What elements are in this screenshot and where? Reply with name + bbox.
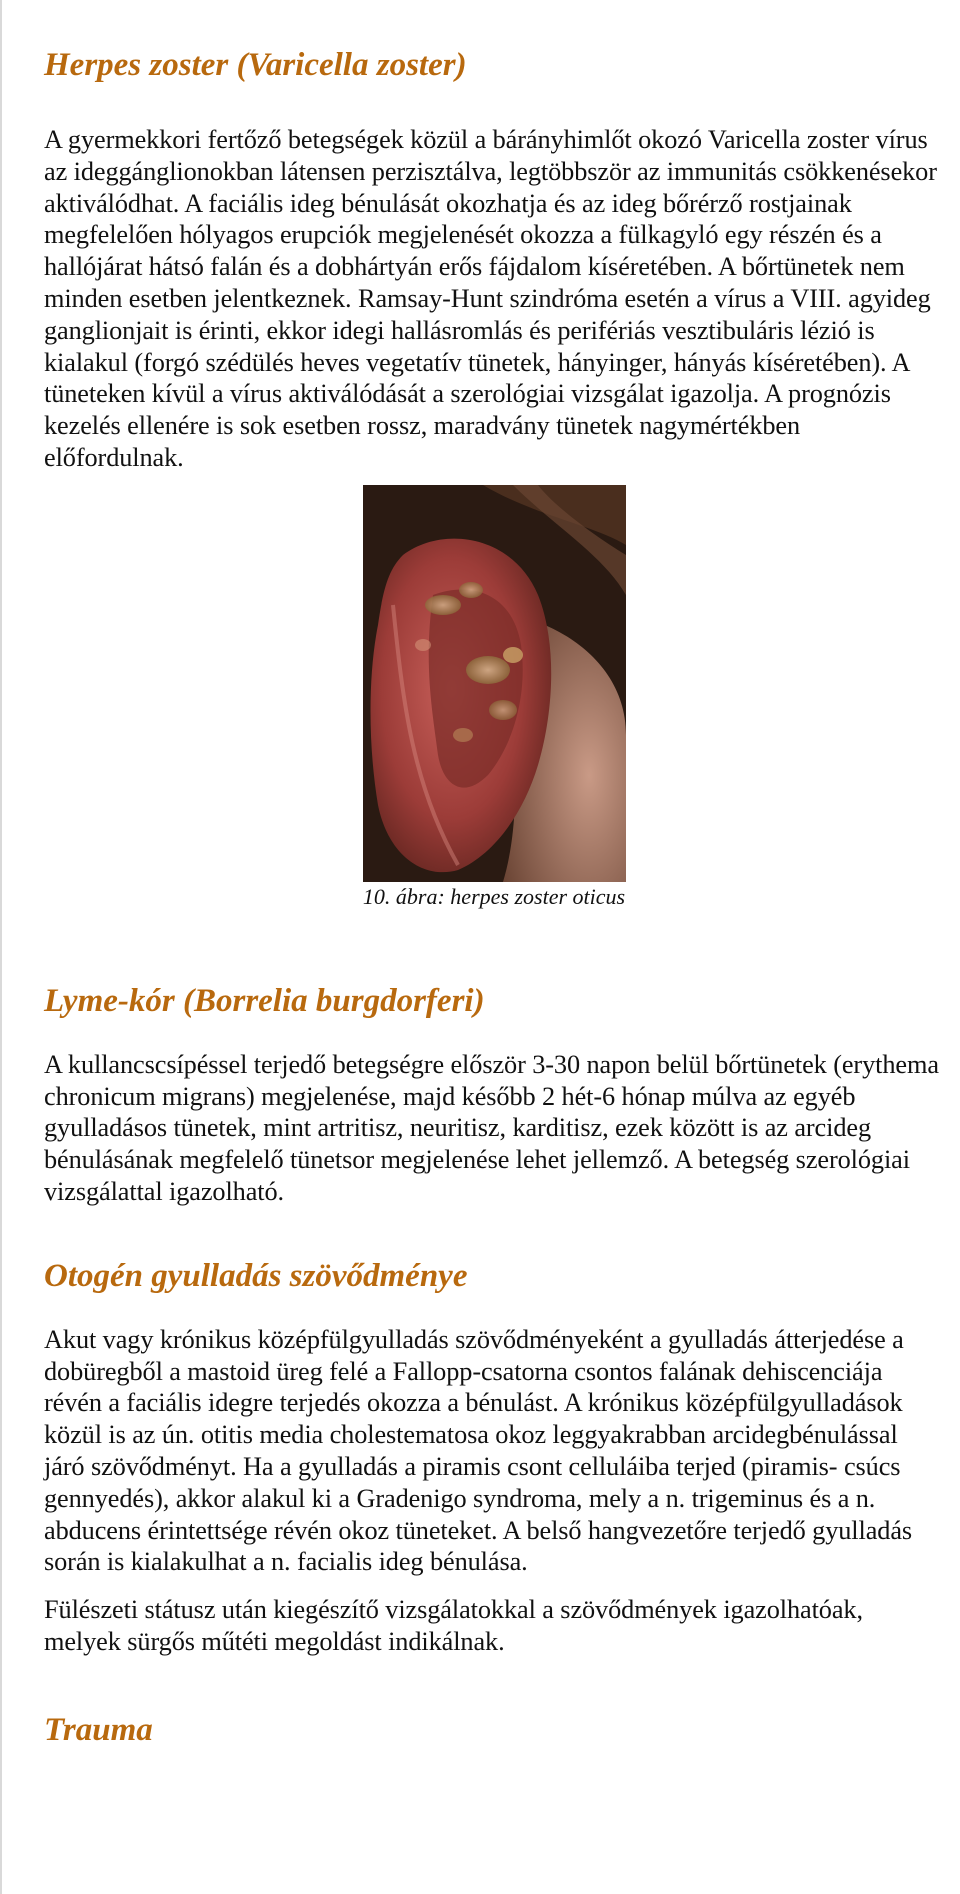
figure-caption: 10. ábra: herpes zoster oticus (362, 883, 626, 909)
paragraph-herpes-zoster: A gyermekkori fertőző betegségek közül a bárányhimlőt okozó Varicella zoster vírus az ideggánglionokban látensen perzisztálva, legtöbbször az immunitás csökkenésekor aktiválódhat. A faciális ideg bénulását okozhatja és az ideg bőrérző rostjainak megfelelően hólyagos erupciók megjelenését okozza a fülkagyló egy részén és a hallójárat hátsó falán és a dobhártyán erős fájdalom kíséretében. A bőrtünetek nem minden esetben jelentkeznek. Ramsay-Hunt szindróma esetén a vírus a VIII. agyideg ganglionjait is érinti, ekkor idegi hallásromlás és perifériás vesztibuláris lézió is kialakul (forgó szédülés heves vegetatív tünetek, hányinger, hányás kíséretében). A tüneteken kívül a vírus aktiválódását a szerológiai vizsgálat igazolja. A prognózis kezelés ellenére is sok esetben rossz, maradvány tünetek nagymértékben előfordulnak. (44, 125, 937, 472)
heading-otogen-gyulladas: Otogén gyulladás szövődménye (44, 1257, 468, 1294)
heading-herpes-zoster: Herpes zoster (Varicella zoster) (44, 47, 467, 83)
article-content (44, 0, 944, 1750)
heading-trauma: Trauma (44, 1711, 153, 1748)
page-left-border (0, 0, 2, 1894)
paragraph-otogen-gyulladas-2: Fülészeti státusz után kiegészítő vizsgálatokkal a szövődmények igazolhatóak, melyek sürgős műtéti megoldást indikálnak. (44, 1595, 863, 1656)
paragraph-lyme-kor: A kullancscsípéssel terjedő betegségre először 3-30 napon belül bőrtünetek (erythema chronicum migrans) megjelenése, majd később 2 hét-6 hónap múlva az egyéb gyulladásos tünetek, mint artritisz, neuritisz, karditisz, ezek között is az arcideg bénulásának megfelelő tünetsor megjelenése lehet jellemző. A betegség szerológiai vizsgálattal igazolható. (44, 1049, 939, 1206)
paragraph-otogen-gyulladas-1: Akut vagy krónikus középfülgyulladás szövődményeként a gyulladás átterjedése a dobüregből a mastoid üreg felé a Fallopp-csatorna csontos falának dehiscenciája révén a faciális idegre terjedés okozza a bénulást. A krónikus középfülgyulladások közül is az ún. otitis media cholestematosa okoz leggyakrabban arcidegbénulással járó szövődményt. Ha a gyulladás a piramis csont celluláiba terjed (piramis- csúcs gennyedés), akkor alakul ki a Gradenigo syndroma, mely a n. trigeminus és a n. abducens érintettsége révén okoz tüneteket. A belső hangvezetőre terjedő gyulladás során is kialakulhat a n. facialis ideg bénulása. (44, 1324, 913, 1577)
ear-illustration (363, 485, 626, 882)
figure-herpes-zoster-oticus (44, 485, 944, 910)
heading-lyme-kor: Lyme-kór (Borrelia burgdorferi) (44, 982, 485, 1019)
herpes-zoster-ear-photo (363, 485, 626, 882)
